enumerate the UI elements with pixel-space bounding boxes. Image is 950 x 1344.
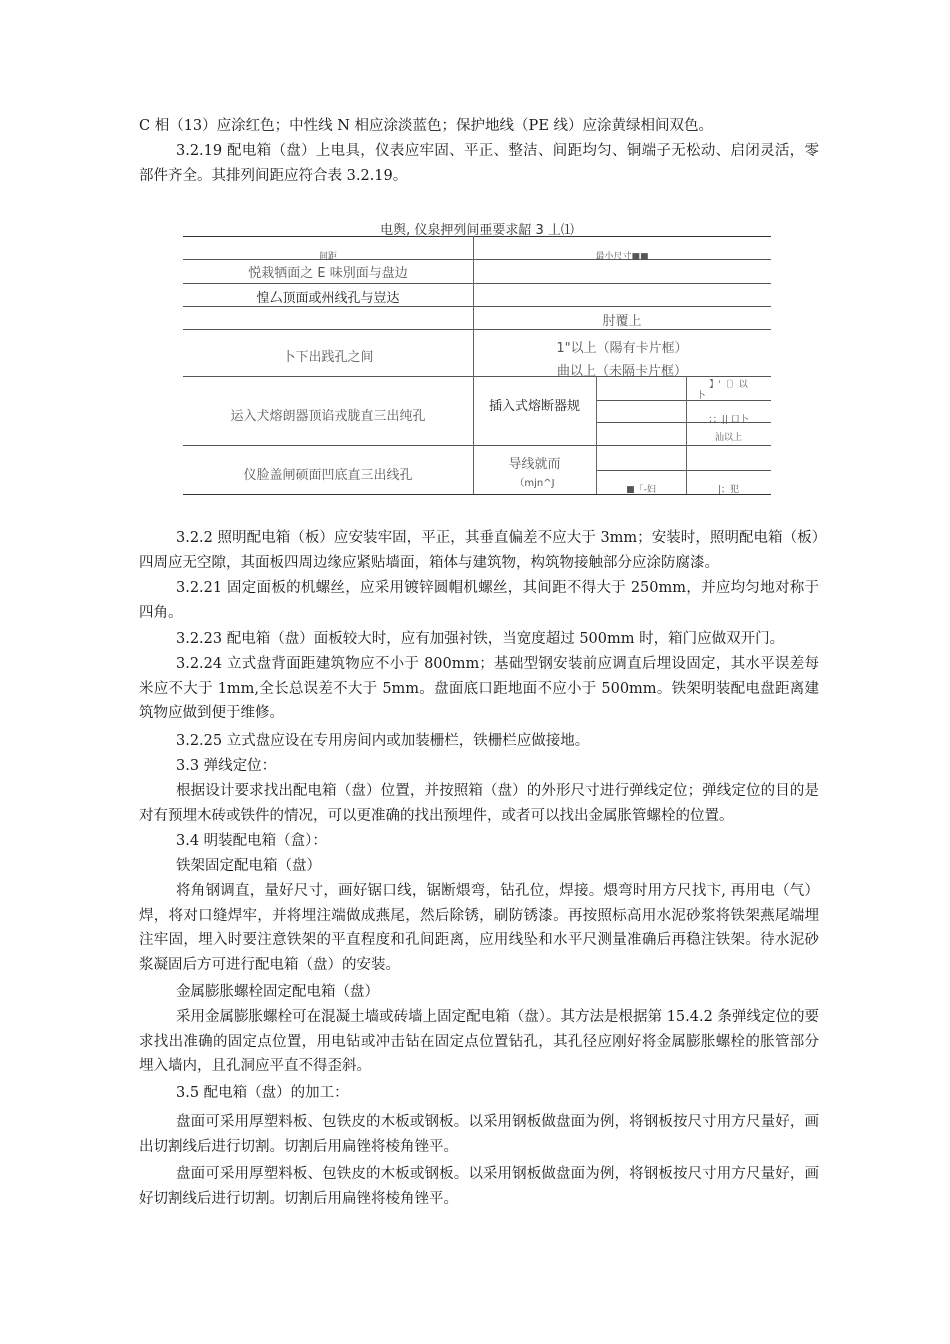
paragraph-3-2-23: 3.2.23 配电箱（盘）面板较大时，应有加强衬铁，当宽度超过 500mm 时，箱门应做双开门。	[176, 631, 785, 647]
table-rule	[183, 283, 771, 284]
table-cell-value: ■「-妇	[626, 485, 656, 495]
table-rule	[183, 306, 771, 307]
paragraph-phase-colors: C 相（13）应涂红色；中性线 N 相应涂淡蓝色；保护地线（PE 线）应涂黄绿相间双色。	[139, 118, 714, 134]
paragraph-3-2-21: 3.2.21 固定面板的机螺丝，应采用镀锌圆帽机螺丝，其间距不得大于 250mm，并应均匀地对称于四角。	[139, 580, 819, 621]
heading-3-4: 3.4 明装配电箱（盒）：	[176, 833, 327, 849]
table-rule	[596, 400, 771, 401]
table-cell-value: ；；|| 口卜	[708, 415, 749, 425]
paragraph-3-3-body: 根据设计要求找出配电箱（盘）位置，并按照箱（盘）的外形尺寸进行弹线定位；弹线定位的目的是对有预埋木砖或铁件的情况，可以更准确的找出预埋件，或者可以找出金属胀管螺栓的位置。	[139, 783, 819, 824]
table-row-label: 悦栽牺面之 E 味別面与盘边	[248, 266, 408, 281]
table-rule	[596, 376, 597, 494]
table-cell-value: 曲以上（未隔卡片框）	[556, 364, 687, 379]
table-cell-value: 】'〔〕以	[709, 380, 748, 390]
table-cell-value: |；犯	[717, 485, 740, 495]
subheading-iron-frame: 铁架固定配电箱（盘）	[176, 858, 321, 874]
paragraph-panel-processing-1: 盘面可采用厚塑料板、包铁皮的木板或钢板。以采用钢板做盘面为例，将钢板按尺寸用方尺量好，画出切割线后进行切割。切割后用扁锉将棱角锉平。	[139, 1114, 819, 1155]
table-row-label: 运入犬熔朗器顶谄戎胧直三出纯孔	[230, 409, 426, 424]
table-rule	[183, 329, 771, 330]
paragraph-expansion-bolt-body: 采用金属膨胀螺栓可在混凝土墙或砖墙上固定配电箱（盘）。其方法是根据第 15.4.2 条弹线定位的要求找出准确的固定点位置，用电钻或冲击钻在固定点位置钻孔，其孔径应刚好将金属膨胀螺栓的胀管部分埋入墙内，且孔洞应平直不得歪斜。	[139, 1009, 819, 1074]
table-rule	[183, 445, 771, 446]
paragraph-iron-frame-body: 将角钢调直，量好尺寸，画好锯口线，锯断煨弯，钻孔位，焊接。煨弯时用方尺找卞, 再用电（气）焊，将对口缝焊牢，并将埋注端做成燕尾，然后除锈，刷防锈漆。再按照标高用水泥砂浆将铁架燕尾端埋注牢固，埋入时要注意铁架的平直程度和孔间距离，应用线坠和水平尺测量准确后再稳注铁架。待水泥砂浆凝固后方可进行配电箱（盘）的安装。	[139, 883, 819, 973]
heading-3-3: 3.3 弹线定位：	[176, 758, 277, 774]
table-cell-value: 1"以上（陽有卡片框）	[556, 341, 688, 356]
heading-3-5: 3.5 配电箱（盘）的加工：	[176, 1085, 349, 1101]
table-rule	[183, 236, 771, 237]
table-row-label: 惶厶顶面或州线孔与豈达	[256, 291, 400, 306]
table-caption: 电舆, 仪泉押列间亜要求龆 3 丄⑴	[380, 223, 574, 238]
paragraph-3-2-19: 3.2.19 配电箱（盘）上电具，仪表应牢固、平正、整洁、间距均匀、铜端子无松动、启闭灵活，零部件齐全。其排列间距应符合表 3.2.19。	[139, 143, 819, 184]
table-subheader: （mjn^J	[514, 478, 555, 489]
table-cell-value: 肘覆上	[602, 314, 642, 329]
paragraph-3-2-2: 3.2.2 照明配电箱（板）应安装牢固，平正，其垂直偏差不应大于 3mm；安装时，照明配电箱（板）四周应无空隙，其面板四周边缘应紧贴墙面，箱体与建筑物，构筑物接触部分应涂防腐漆。	[139, 530, 819, 571]
paragraph-3-2-25: 3.2.25 立式盘应设在专用房间内或加装栅栏，铁栅栏应做接地。	[176, 733, 590, 749]
table-header-spacing: 间距	[318, 252, 337, 262]
table-subheader: 插入式熔断器规	[488, 399, 580, 414]
table-rule	[596, 470, 771, 471]
table-subheader: 导线就而	[508, 457, 561, 472]
spacing-table	[183, 236, 771, 495]
paragraph-panel-processing-2: 盘面可采用厚塑料板、包铁皮的木板或钢板。以采用钢板做盘面为例，将钢板按尺寸用方尺量好，画好切割线后进行切割。切割后用扁锉将棱角锉平。	[139, 1166, 819, 1207]
subheading-expansion-bolt: 金属膨胀螺栓固定配电箱（盘）	[176, 984, 379, 1000]
table-cell-value: 卜	[696, 391, 706, 401]
table-row-label: 卜下出践孔之间	[282, 350, 374, 365]
table-row-label: 仪脸盖闸硕面凹底直三出线孔	[243, 468, 413, 483]
paragraph-3-2-24: 3.2.24 立式盘背面距建筑物应不小于 800mm；基础型钢安装前应调直后埋设固定，其水平误差每米应不大于 1mm,全长总误差不大于 5mm。盘面底口距地面不应小于 500mm。铁架明装配电盘距离建筑物应做到便于维修。	[139, 656, 819, 721]
table-cell-value: 汕以上	[714, 433, 742, 443]
table-header-min-size: 最小尺寸■■	[595, 252, 649, 262]
